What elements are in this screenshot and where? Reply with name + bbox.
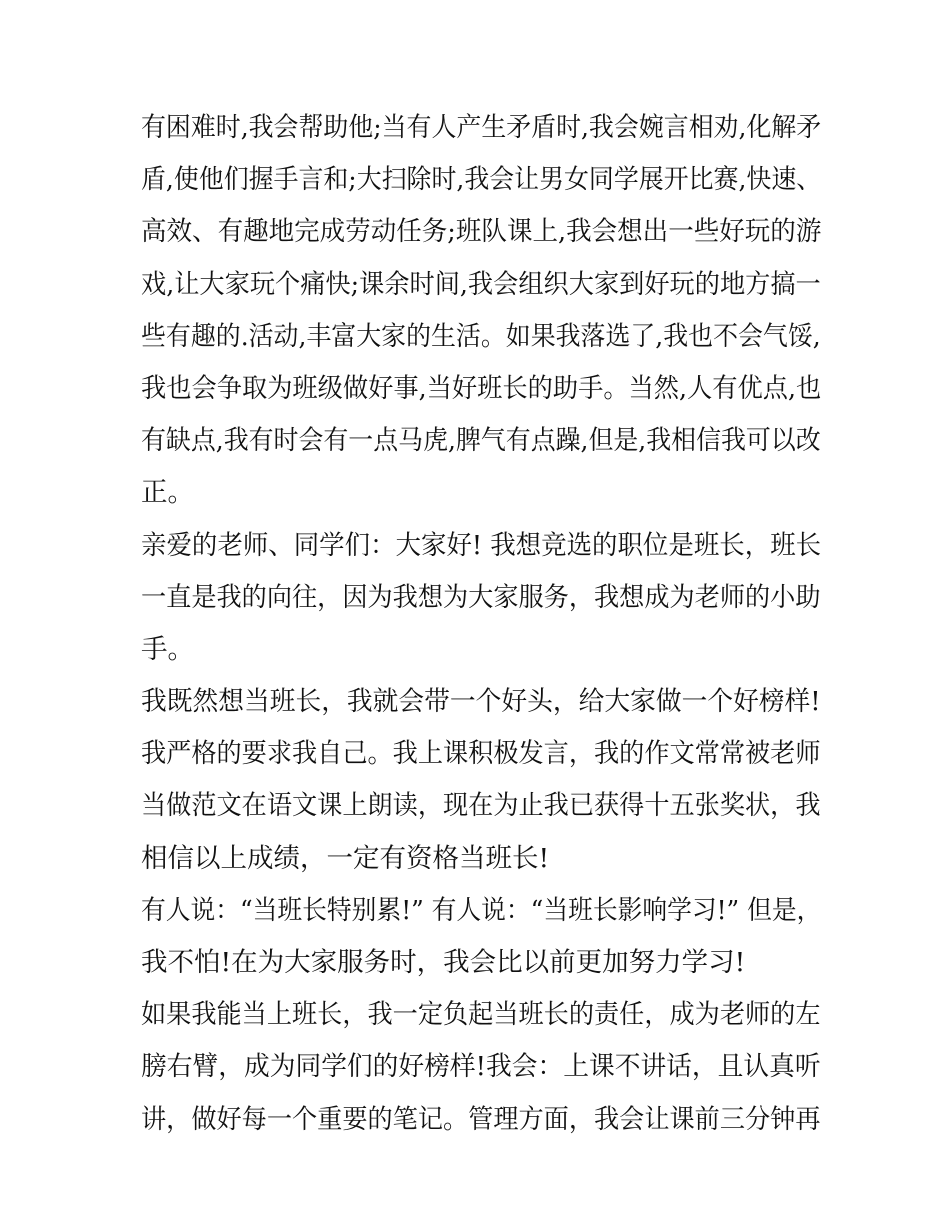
text-line: 当做范文在语文课上朗读，现在为止我已获得十五张奖状，我 [141,790,821,822]
text-line: 亲爱的老师、同学们：大家好! 我想竞选的职位是班长，班长 [141,529,822,561]
text-line: 膀右臂，成为同学们的好榜样!我会：上课不讲话，且认真听 [141,1051,821,1083]
text-line: 有困难时,我会帮助他;当有人产生矛盾时,我会婉言相劝,化解矛 [141,112,822,143]
text-line: 些有趣的.活动,丰富大家的生活。如果我落选了,我也不会气馁, [141,320,821,352]
text-line: 我也会争取为班级做好事,当好班长的助手。当然,人有优点,也 [141,372,822,404]
text-line: 我不怕!在为大家服务时，我会比以前更加努力学习! [141,947,746,978]
text-line: 有人说：“当班长特别累!” 有人说：“当班长影响学习!” 但是， [141,894,822,926]
text-line: 高效、有趣地完成劳动任务;班队课上,我会想出一些好玩的游 [141,216,822,248]
text-line: 正。 [141,477,194,509]
text-line: 讲，做好每一个重要的笔记。管理方面，我会让课前三分钟再 [141,1103,821,1135]
text-line: 手。 [141,633,194,665]
text-line: 我既然想当班长，我就会带一个好头，给大家做一个好榜样! [141,686,821,718]
text-line: 有缺点,我有时会有一点马虎,脾气有点躁,但是,我相信我可以改 [141,425,821,457]
text-line: 盾,使他们握手言和;大扫除时,我会让男女同学展开比赛,快速、 [141,164,822,196]
text-line: 如果我能当上班长，我一定负起当班长的责任，成为老师的左 [141,999,821,1031]
text-line: 相信以上成绩，一定有资格当班长! [141,842,550,874]
text-line: 我严格的要求我自己。我上课积极发言，我的作文常常被老师 [141,738,821,770]
text-line: 一直是我的向往，因为我想为大家服务，我想成为老师的小助 [141,581,821,613]
text-line: 戏,让大家玩个痛快;课余时间,我会组织大家到好玩的地方搞一 [141,268,821,300]
body-text [141,102,821,1146]
